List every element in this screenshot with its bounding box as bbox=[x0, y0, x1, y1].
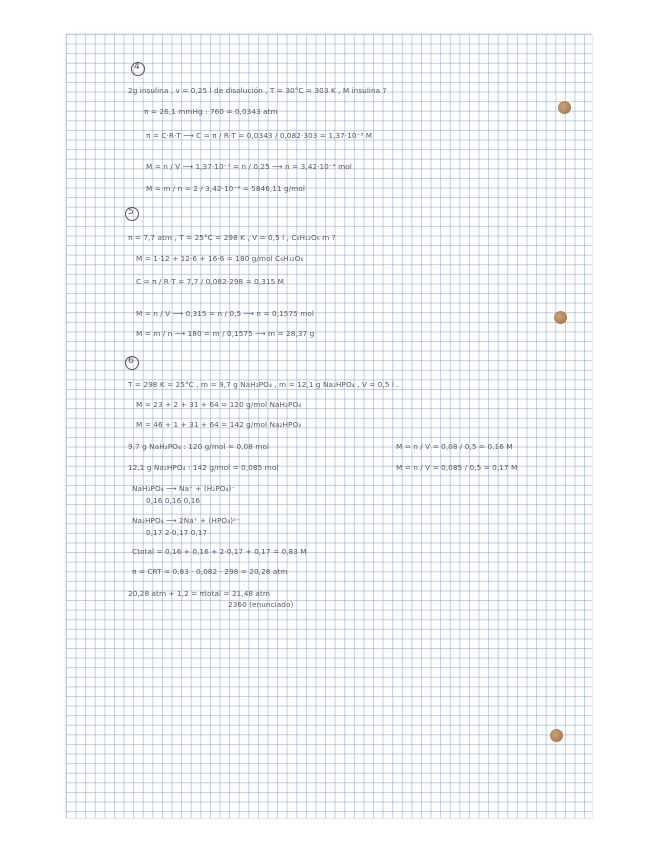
problem-6-line-3: M = 46 + 1 + 31 + 64 = 142 g/mol Na₂HPO₄ bbox=[136, 420, 302, 429]
problem-4-line-1: 2g insulina , v = 0,25 l de disolución , T = 30°C = 303 K , M insulina ? bbox=[128, 86, 387, 95]
problem-4-line-4: M = n / V ⟶ 1,37·10⁻³ = n / 0,25 ⟶ n = 3,42·10⁻⁴ mol bbox=[146, 162, 352, 171]
problem-6-line-12: Ctotal = 0,16 + 0,16 + 2·0,17 + 0,17 = 0,83 M bbox=[132, 547, 307, 556]
punch-hole-top bbox=[558, 101, 571, 114]
problem-6-line-7: M = n / V = 0,085 / 0,5 = 0,17 M bbox=[396, 463, 518, 472]
punch-hole-middle bbox=[554, 311, 567, 324]
problem-6-line-6: 12,1 g Na₂HPO₄ : 142 g/mol = 0,085 mol bbox=[128, 463, 279, 472]
problem-6-line-5: M = n / V = 0,08 / 0,5 = 0,16 M bbox=[396, 442, 513, 451]
problem-5-line-3: C = π / R·T = 7,7 / 0,082·298 = 0,315 M bbox=[136, 277, 284, 286]
problem-6-line-15: 2360 (enunciado) bbox=[228, 600, 294, 609]
problem-6-line-11: 0,17 2·0,17 0,17 bbox=[146, 528, 208, 537]
punch-hole-bottom bbox=[550, 729, 563, 742]
problem-5-line-4: M = n / V ⟶ 0,315 = n / 0,5 ⟶ n = 0,1575 mol bbox=[136, 309, 314, 318]
problem-4-line-3: π = C·R·T ⟶ C = π / R·T = 0,0343 / 0,082·303 = 1,37·10⁻³ M bbox=[146, 131, 373, 140]
problem-5-line-1: π = 7,7 atm , T = 25°C = 298 K , V = 0,5 l , C₆H₁₂O₆ m ? bbox=[128, 233, 336, 242]
problem-6-number: 6 bbox=[128, 356, 134, 366]
problem-6-line-2: M = 23 + 2 + 31 + 64 = 120 g/mol NaH₂PO₄ bbox=[136, 400, 302, 409]
problem-6-line-9: 0,16 0,16 0,16 bbox=[146, 496, 201, 505]
problem-6-line-4: 9,7 g NaH₂PO₄ : 120 g/mol = 0,08 mol bbox=[128, 442, 270, 451]
problem-4-number: 4 bbox=[134, 62, 140, 72]
problem-6-line-10: Na₂HPO₄ ⟶ 2Na⁺ + (HPO₄)²⁻ bbox=[132, 516, 240, 525]
problem-6-line-14: 20,28 atm + 1,2 = πtotal = 21,48 atm bbox=[128, 589, 271, 598]
problem-4-line-2: π = 26,1 mmHg : 760 = 0,0343 atm bbox=[144, 107, 278, 116]
problem-6-line-13: π = CRT = 0,83 · 0,082 · 298 = 20,28 atm bbox=[132, 567, 288, 576]
problem-5-number: 5 bbox=[128, 207, 134, 217]
problem-6-line-8: NaH₂PO₄ ⟶ Na⁺ + (H₂PO₄)⁻ bbox=[132, 484, 236, 493]
problem-5-line-5: M = m / n ⟶ 180 = m / 0,1575 ⟶ m = 28,37 g bbox=[136, 329, 315, 338]
problem-6-line-1: T = 298 K = 25°C , m = 9,7 g NaH₂PO₄ , m = 12,1 g Na₂HPO₄ , V = 0,5 l . bbox=[128, 380, 399, 389]
problem-5-line-2: M = 1·12 + 12·6 + 16·6 = 180 g/mol C₆H₁₂O₆ bbox=[136, 254, 304, 263]
problem-4-line-5: M = m / n = 2 / 3,42·10⁻⁴ = 5846,11 g/mol bbox=[146, 184, 305, 193]
notebook-page bbox=[66, 34, 592, 818]
